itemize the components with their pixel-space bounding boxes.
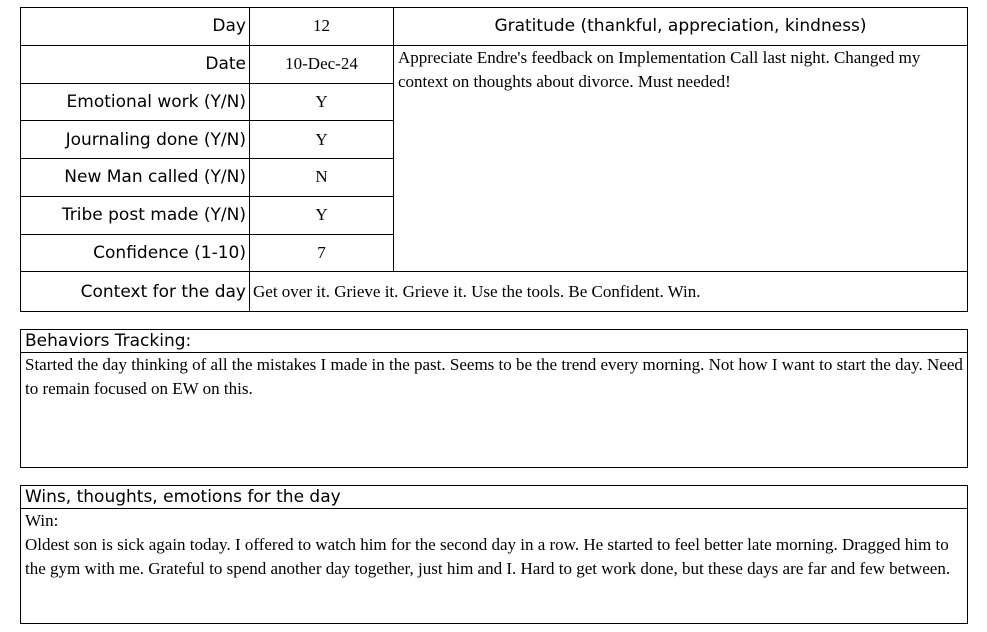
daily-summary-table	[20, 7, 968, 312]
journaling-value[interactable]: Y	[250, 121, 394, 159]
confidence-label: Confidence (1-10)	[21, 235, 250, 273]
behaviors-tracking-text[interactable]: Started the day thinking of all the mistakes I made in the past. Seems to be the trend every morning. Not how I want to start the day. Need to remain focused on EW on this.	[25, 355, 963, 398]
wins-label: Win:	[25, 511, 59, 530]
wins-section	[20, 485, 968, 624]
wins-body[interactable]	[21, 509, 967, 581]
context-label: Context for the day	[21, 272, 250, 311]
wins-title: Wins, thoughts, emotions for the day	[21, 486, 967, 509]
emotional-work-label: Emotional work (Y/N)	[21, 84, 250, 122]
day-value[interactable]: 12	[250, 8, 394, 46]
context-value[interactable]: Get over it. Grieve it. Grieve it. Use the tools. Be Confident. Win.	[253, 281, 701, 301]
new-man-called-value[interactable]: N	[250, 159, 394, 197]
day-label: Day	[21, 8, 250, 46]
behaviors-tracking-title: Behaviors Tracking:	[21, 330, 967, 353]
tribe-post-value[interactable]: Y	[250, 197, 394, 235]
date-label: Date	[21, 46, 250, 84]
behaviors-tracking-section	[20, 329, 968, 468]
gratitude-text[interactable]: Appreciate Endre's feedback on Implementation Call last night. Changed my context on thoughts about divorce. Must needed!	[394, 46, 967, 273]
emotional-work-value[interactable]: Y	[250, 84, 394, 122]
wins-text: Oldest son is sick again today. I offered to watch him for the second day in a row. He started to feel better late morning. Dragged him to the gym with me. Grateful to spend another day together, just him and I. Hard to get work done, but these days are far and few between.	[25, 535, 951, 578]
tribe-post-label: Tribe post made (Y/N)	[21, 197, 250, 235]
new-man-called-label: New Man called (Y/N)	[21, 159, 250, 197]
gratitude-header: Gratitude (thankful, appreciation, kindness)	[394, 8, 967, 46]
journaling-label: Journaling done (Y/N)	[21, 121, 250, 159]
confidence-value[interactable]: 7	[250, 235, 394, 273]
date-value[interactable]: 10-Dec-24	[250, 46, 394, 84]
